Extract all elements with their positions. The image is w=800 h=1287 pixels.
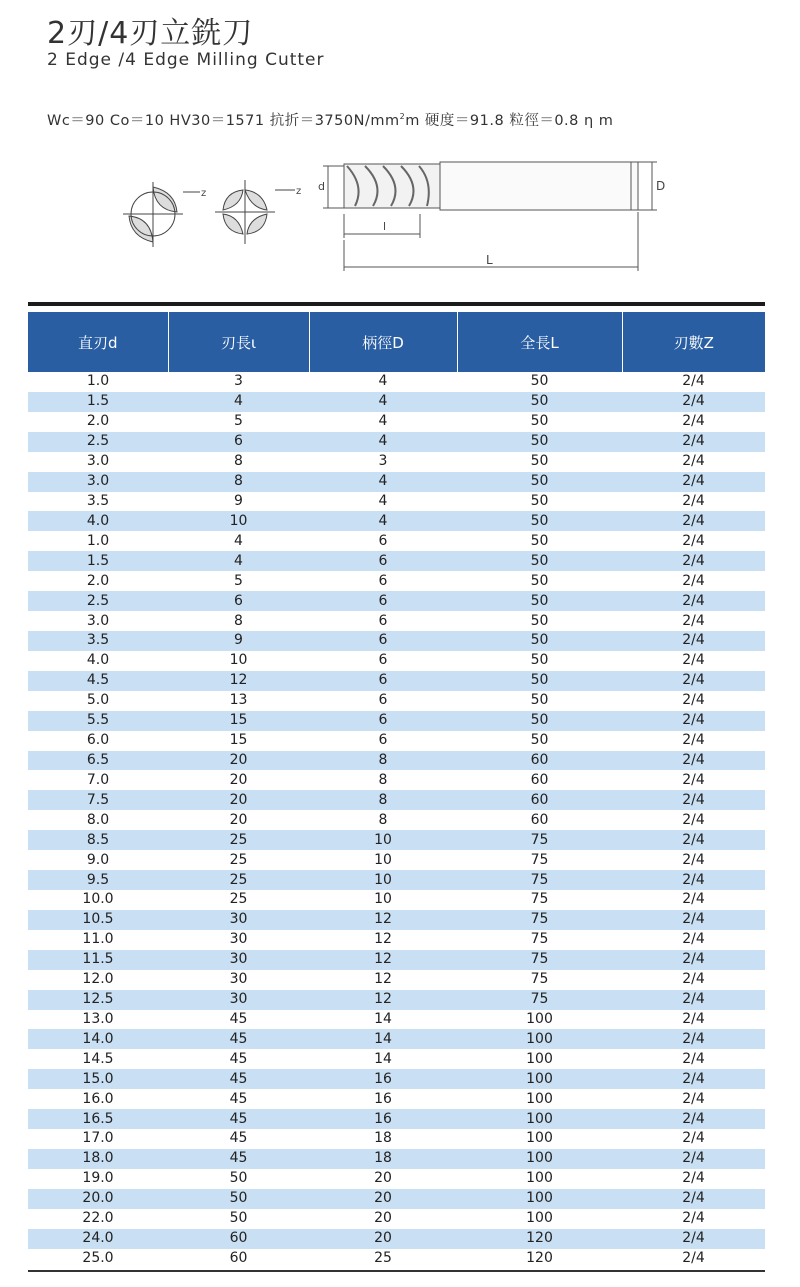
table-row xyxy=(28,1109,765,1129)
table-cell: 100 xyxy=(526,1130,553,1147)
table-cell: 60 xyxy=(168,1229,309,1249)
label-d: d xyxy=(318,180,325,193)
table-cell: 1.0 xyxy=(86,373,110,390)
table-cell: 13.0 xyxy=(82,1010,114,1027)
table-cell: 30 xyxy=(168,990,309,1010)
table-cell: 50 xyxy=(168,1189,309,1209)
table-cell: 11.5 xyxy=(28,950,168,970)
table-cell: 50 xyxy=(457,671,622,691)
table-row xyxy=(28,1249,765,1269)
table-cell: 18 xyxy=(374,1130,392,1147)
table-cell: 75 xyxy=(530,851,549,868)
table-cell: 2/4 xyxy=(682,971,705,988)
table-cell: 2/4 xyxy=(682,373,705,390)
label-z-1: z xyxy=(201,188,207,199)
table-cell: 6 xyxy=(309,591,457,611)
col-header-overall-length: 全長L xyxy=(457,312,622,372)
table-cell: 16 xyxy=(309,1109,457,1129)
table-cell: 50 xyxy=(530,652,549,669)
table-cell: 5 xyxy=(234,413,243,430)
table-cell: 6 xyxy=(378,652,388,669)
table-cell: 22.0 xyxy=(82,1210,114,1227)
table-cell: 2.0 xyxy=(86,413,110,430)
table-cell: 75 xyxy=(457,910,622,930)
table-cell: 8 xyxy=(234,453,243,470)
table-row xyxy=(28,452,765,472)
table-cell: 25 xyxy=(168,830,309,850)
table-cell: 45 xyxy=(168,1109,309,1129)
table-cell: 60 xyxy=(530,771,549,788)
table-row xyxy=(28,770,765,790)
table-row xyxy=(28,1169,765,1189)
table-cell: 2/4 xyxy=(622,711,765,731)
page-title: 2刃/4刃立銑刀 xyxy=(47,16,254,51)
spec-table xyxy=(28,312,765,1268)
table-cell: 14 xyxy=(309,1029,457,1049)
table-cell: 2/4 xyxy=(682,1170,705,1187)
table-cell: 50 xyxy=(530,413,549,430)
table-cell: 4 xyxy=(309,432,457,452)
table-cell: 60 xyxy=(229,1250,248,1267)
table-cell: 15.0 xyxy=(28,1069,168,1089)
table-cell: 3.5 xyxy=(28,631,168,651)
col-header-shank-diameter: 柄徑D xyxy=(309,312,457,372)
table-cell: 20 xyxy=(374,1210,392,1227)
table-row xyxy=(28,611,765,631)
table-cell: 15 xyxy=(168,711,309,731)
table-cell: 45 xyxy=(168,1149,309,1169)
table-cell: 12.0 xyxy=(82,971,114,988)
table-cell: 25 xyxy=(229,891,248,908)
table-cell: 120 xyxy=(457,1229,622,1249)
table-cell: 50 xyxy=(530,373,549,390)
table-cell: 50 xyxy=(530,732,549,749)
table-cell: 2/4 xyxy=(682,572,705,589)
table-row xyxy=(28,432,765,452)
table-cell: 8 xyxy=(168,472,309,492)
table-row xyxy=(28,492,765,512)
table-row xyxy=(28,472,765,492)
table-cell: 9.0 xyxy=(86,851,110,868)
table-row xyxy=(28,1010,765,1030)
table-cell: 75 xyxy=(530,971,549,988)
table-row xyxy=(28,890,765,910)
spec-superscript: 2 xyxy=(399,112,406,122)
table-cell: 100 xyxy=(526,1210,553,1227)
table-cell: 2/4 xyxy=(622,591,765,611)
table-row xyxy=(28,711,765,731)
table-cell: 5.0 xyxy=(86,692,110,709)
table-cell: 2.0 xyxy=(86,572,110,589)
table-row xyxy=(28,850,765,870)
table-cell: 6 xyxy=(309,671,457,691)
table-cell: 1.5 xyxy=(28,551,168,571)
table-body xyxy=(28,372,765,1268)
table-cell: 4.5 xyxy=(28,671,168,691)
table-cell: 50 xyxy=(530,492,549,509)
table-cell: 4 xyxy=(378,373,388,390)
table-cell: 50 xyxy=(457,551,622,571)
table-cell: 14.5 xyxy=(82,1050,114,1067)
table-cell: 16.0 xyxy=(82,1090,114,1107)
table-cell: 7.5 xyxy=(28,790,168,810)
table-cell: 6 xyxy=(168,432,309,452)
table-cell: 8 xyxy=(234,612,243,629)
table-cell: 14 xyxy=(374,1050,392,1067)
table-cell: 2/4 xyxy=(622,1109,765,1129)
table-cell: 12 xyxy=(374,931,392,948)
table-row xyxy=(28,870,765,890)
table-row xyxy=(28,990,765,1010)
table-cell: 2/4 xyxy=(682,851,705,868)
table-cell: 8 xyxy=(378,771,388,788)
table-cell: 6.5 xyxy=(28,751,168,771)
table-cell: 20 xyxy=(229,811,248,828)
table-cell: 30 xyxy=(168,950,309,970)
table-cell: 6 xyxy=(309,711,457,731)
table-cell: 24.0 xyxy=(28,1229,168,1249)
table-cell: 16 xyxy=(309,1069,457,1089)
label-D: D xyxy=(656,179,666,193)
table-row xyxy=(28,372,765,392)
table-row xyxy=(28,1069,765,1089)
table-cell: 100 xyxy=(457,1069,622,1089)
table-cell: 3 xyxy=(234,373,243,390)
table-cell: 25 xyxy=(168,870,309,890)
table-cell: 2/4 xyxy=(682,413,705,430)
table-cell: 45 xyxy=(168,1029,309,1049)
table-cell: 6 xyxy=(378,732,388,749)
table-row xyxy=(28,1089,765,1109)
table-cell: 10.0 xyxy=(82,891,114,908)
table-cell: 3.5 xyxy=(86,492,110,509)
table-cell: 2/4 xyxy=(682,811,705,828)
table-cell: 6 xyxy=(378,612,388,629)
table-cell: 2/4 xyxy=(622,671,765,691)
table-cell: 60 xyxy=(530,811,549,828)
table-cell: 2/4 xyxy=(682,1010,705,1027)
table-cell: 9 xyxy=(168,631,309,651)
col-header-diameter: 直刃d xyxy=(28,312,168,372)
table-cell: 60 xyxy=(457,751,622,771)
table-cell: 11.0 xyxy=(82,931,114,948)
table-cell: 2/4 xyxy=(682,532,705,549)
table-cell: 100 xyxy=(526,1090,553,1107)
table-row xyxy=(28,651,765,671)
table-cell: 2/4 xyxy=(682,652,705,669)
table-cell: 100 xyxy=(526,1170,553,1187)
table-row xyxy=(28,1209,765,1229)
table-row xyxy=(28,392,765,412)
table-cell: 12 xyxy=(309,990,457,1010)
table-header-row xyxy=(28,312,765,372)
table-cell: 6 xyxy=(309,551,457,571)
table-cell: 45 xyxy=(229,1090,248,1107)
table-cell: 2/4 xyxy=(622,870,765,890)
table-row xyxy=(28,1049,765,1069)
table-cell: 45 xyxy=(168,1069,309,1089)
table-cell: 45 xyxy=(229,1130,248,1147)
table-cell: 20.0 xyxy=(28,1189,168,1209)
table-cell: 14.0 xyxy=(28,1029,168,1049)
table-cell: 2/4 xyxy=(682,1250,705,1267)
table-cell: 100 xyxy=(526,1010,553,1027)
table-bottom-rule xyxy=(28,1270,765,1272)
table-cell: 20 xyxy=(374,1170,392,1187)
table-cell: 50 xyxy=(530,572,549,589)
table-cell: 1.0 xyxy=(86,532,110,549)
table-cell: 19.0 xyxy=(82,1170,114,1187)
table-cell: 2/4 xyxy=(622,830,765,850)
table-cell: 50 xyxy=(457,511,622,531)
table-cell: 2/4 xyxy=(622,1229,765,1249)
table-cell: 6 xyxy=(378,532,388,549)
table-cell: 50 xyxy=(530,453,549,470)
table-cell: 100 xyxy=(457,1149,622,1169)
table-cell: 5 xyxy=(234,572,243,589)
table-cell: 9 xyxy=(234,492,243,509)
table-cell: 4 xyxy=(234,532,243,549)
spec-text-b: m 硬度＝91.8 粒徑＝0.8 η m xyxy=(405,113,614,129)
table-cell: 45 xyxy=(229,1010,248,1027)
table-cell: 10 xyxy=(309,870,457,890)
table-cell: 8 xyxy=(378,811,388,828)
table-cell: 3.0 xyxy=(28,472,168,492)
table-row xyxy=(28,1189,765,1209)
table-cell: 4 xyxy=(309,392,457,412)
table-cell: 20 xyxy=(229,771,248,788)
table-cell: 2/4 xyxy=(622,910,765,930)
table-cell: 2/4 xyxy=(622,472,765,492)
table-cell: 4.0 xyxy=(28,511,168,531)
table-cell: 2/4 xyxy=(622,1189,765,1209)
table-cell: 6 xyxy=(168,591,309,611)
table-cell: 4 xyxy=(168,551,309,571)
table-cell: 2/4 xyxy=(622,990,765,1010)
table-cell: 2/4 xyxy=(622,1069,765,1089)
table-row xyxy=(28,1229,765,1249)
table-cell: 50 xyxy=(457,472,622,492)
table-cell: 20 xyxy=(309,1229,457,1249)
two-flute-end-view xyxy=(123,182,200,247)
col-header-edge-length: 刃長ι xyxy=(168,312,309,372)
table-cell: 20 xyxy=(168,751,309,771)
table-cell: 4 xyxy=(309,511,457,531)
table-cell: 10 xyxy=(374,891,392,908)
table-cell: 10.5 xyxy=(28,910,168,930)
table-cell: 75 xyxy=(530,931,549,948)
table-row xyxy=(28,691,765,711)
table-row xyxy=(28,631,765,651)
table-cell: 2/4 xyxy=(682,453,705,470)
table-cell: 10 xyxy=(374,851,392,868)
table-row xyxy=(28,910,765,930)
table-cell: 18.0 xyxy=(28,1149,168,1169)
table-cell: 5.5 xyxy=(28,711,168,731)
table-cell: 50 xyxy=(530,612,549,629)
table-cell: 45 xyxy=(229,1050,248,1067)
table-row xyxy=(28,591,765,611)
table-cell: 100 xyxy=(457,1029,622,1049)
table-cell: 2/4 xyxy=(682,891,705,908)
table-cell: 2/4 xyxy=(622,392,765,412)
table-cell: 2/4 xyxy=(682,931,705,948)
table-cell: 2/4 xyxy=(622,631,765,651)
table-cell: 4 xyxy=(378,492,388,509)
table-cell: 20 xyxy=(168,790,309,810)
table-cell: 2/4 xyxy=(682,1130,705,1147)
table-cell: 30 xyxy=(229,931,248,948)
spec-text-a: Wc＝90 Co＝10 HV30＝1571 抗折＝3750N/mm xyxy=(47,113,400,129)
table-cell: 100 xyxy=(526,1050,553,1067)
table-cell: 25 xyxy=(229,851,248,868)
table-row xyxy=(28,810,765,830)
table-cell: 16 xyxy=(374,1090,392,1107)
table-cell: 12 xyxy=(309,950,457,970)
table-cell: 6 xyxy=(378,572,388,589)
table-cell: 2/4 xyxy=(682,492,705,509)
table-cell: 8 xyxy=(309,790,457,810)
table-cell: 2/4 xyxy=(682,692,705,709)
table-cell: 4 xyxy=(309,472,457,492)
table-row xyxy=(28,950,765,970)
table-cell: 50 xyxy=(457,432,622,452)
table-cell: 2/4 xyxy=(682,1210,705,1227)
table-cell: 75 xyxy=(457,990,622,1010)
table-cell: 17.0 xyxy=(82,1130,114,1147)
table-cell: 10 xyxy=(309,830,457,850)
table-cell: 50 xyxy=(457,392,622,412)
table-cell: 14 xyxy=(374,1010,392,1027)
table-cell: 2/4 xyxy=(682,612,705,629)
col-header-flutes: 刃數Z xyxy=(622,312,765,372)
table-cell: 12 xyxy=(309,910,457,930)
table-cell: 4.0 xyxy=(86,652,110,669)
table-cell: 13 xyxy=(229,692,248,709)
table-cell: 2/4 xyxy=(622,751,765,771)
table-cell: 4 xyxy=(168,392,309,412)
table-cell: 10 xyxy=(168,511,309,531)
table-cell: 12 xyxy=(168,671,309,691)
table-cell: 2/4 xyxy=(682,1090,705,1107)
table-cell: 20 xyxy=(309,1189,457,1209)
table-cell: 60 xyxy=(457,790,622,810)
table-row xyxy=(28,830,765,850)
table-cell: 1.5 xyxy=(28,392,168,412)
table-cell: 50 xyxy=(457,711,622,731)
label-l: l xyxy=(383,220,387,233)
four-flute-end-view xyxy=(215,180,295,244)
table-cell: 2/4 xyxy=(622,1149,765,1169)
table-cell: 3 xyxy=(378,453,388,470)
table-cell: 30 xyxy=(168,910,309,930)
table-row xyxy=(28,551,765,571)
table-cell: 2/4 xyxy=(622,1029,765,1049)
table-cell: 75 xyxy=(457,830,622,850)
table-cell: 2/4 xyxy=(622,790,765,810)
table-cell: 12 xyxy=(374,971,392,988)
cutter-diagram xyxy=(115,152,675,277)
table-row xyxy=(28,1149,765,1169)
label-L: L xyxy=(486,253,493,267)
table-cell: 4 xyxy=(378,413,388,430)
table-cell: 18 xyxy=(309,1149,457,1169)
table-row xyxy=(28,511,765,531)
table-row xyxy=(28,571,765,591)
table-cell: 50 xyxy=(457,631,622,651)
table-row xyxy=(28,531,765,551)
table-row xyxy=(28,930,765,950)
table-row xyxy=(28,1129,765,1149)
table-top-rule xyxy=(28,302,765,306)
table-row xyxy=(28,412,765,432)
table-cell: 75 xyxy=(457,950,622,970)
table-cell: 50 xyxy=(229,1210,248,1227)
table-cell: 75 xyxy=(530,891,549,908)
table-cell: 2/4 xyxy=(682,732,705,749)
table-row xyxy=(28,790,765,810)
label-z-2: z xyxy=(296,186,302,197)
table-cell: 100 xyxy=(457,1109,622,1129)
table-cell: 50 xyxy=(229,1170,248,1187)
table-cell: 25 xyxy=(374,1250,392,1267)
table-cell: 120 xyxy=(526,1250,553,1267)
table-row xyxy=(28,671,765,691)
table-cell: 100 xyxy=(457,1189,622,1209)
table-row xyxy=(28,751,765,771)
material-spec xyxy=(47,109,613,130)
table-row xyxy=(28,970,765,990)
table-cell: 10 xyxy=(229,652,248,669)
table-cell: 2/4 xyxy=(682,771,705,788)
table-cell: 3.0 xyxy=(86,612,110,629)
table-cell: 2/4 xyxy=(622,551,765,571)
table-cell: 2/4 xyxy=(622,950,765,970)
table-cell: 15 xyxy=(229,732,248,749)
table-cell: 3.0 xyxy=(86,453,110,470)
table-cell: 2.5 xyxy=(28,591,168,611)
table-cell: 30 xyxy=(229,971,248,988)
table-cell: 2.5 xyxy=(28,432,168,452)
table-row xyxy=(28,731,765,751)
table-cell: 6 xyxy=(309,631,457,651)
table-cell: 2/4 xyxy=(682,1050,705,1067)
table-cell: 7.0 xyxy=(86,771,110,788)
table-cell: 8 xyxy=(309,751,457,771)
table-cell: 8.0 xyxy=(86,811,110,828)
table-cell: 8.5 xyxy=(28,830,168,850)
table-row xyxy=(28,1029,765,1049)
table-cell: 75 xyxy=(457,870,622,890)
table-cell: 50 xyxy=(530,532,549,549)
table-cell: 25.0 xyxy=(82,1250,114,1267)
table-cell: 6.0 xyxy=(86,732,110,749)
page-subtitle: 2 Edge /4 Edge Milling Cutter xyxy=(47,50,325,70)
table-cell: 6 xyxy=(378,692,388,709)
table-cell: 50 xyxy=(457,591,622,611)
table-cell: 9.5 xyxy=(28,870,168,890)
table-cell: 2/4 xyxy=(622,511,765,531)
table-cell: 2/4 xyxy=(622,432,765,452)
table-cell: 12.5 xyxy=(28,990,168,1010)
table-cell: 50 xyxy=(530,692,549,709)
table-cell: 16.5 xyxy=(28,1109,168,1129)
